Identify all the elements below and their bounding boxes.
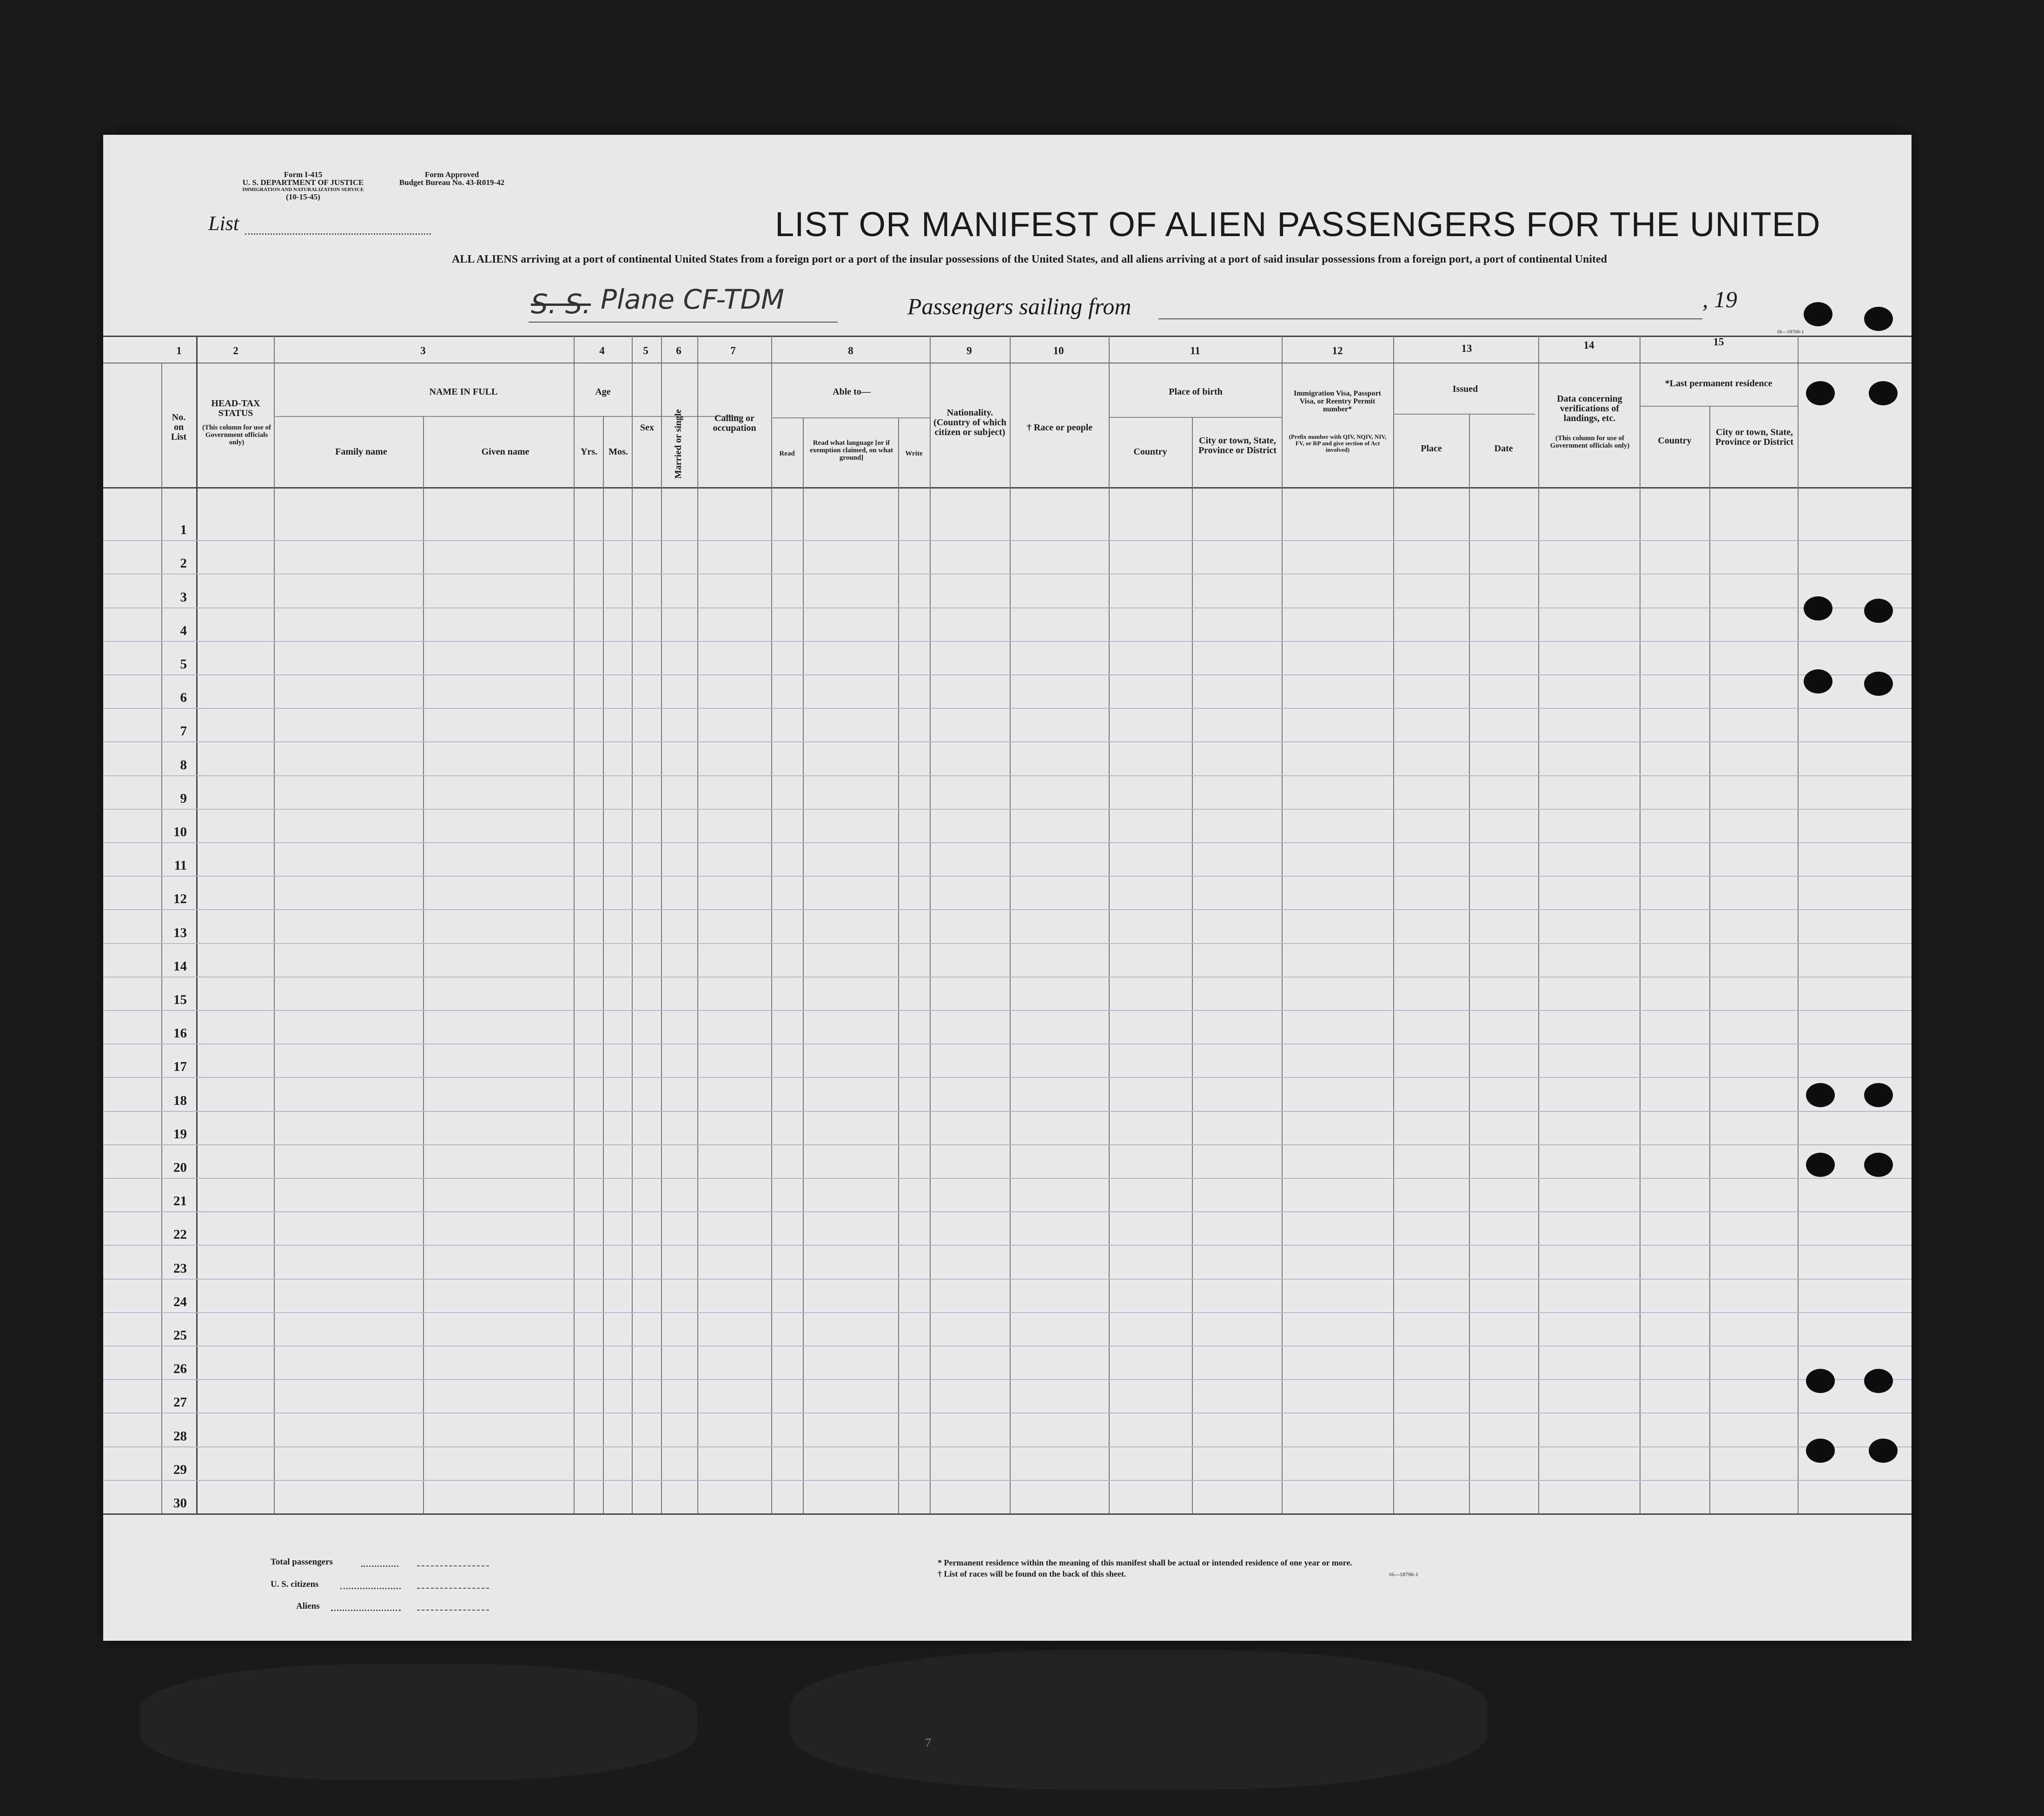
punch-hole	[1806, 1153, 1835, 1177]
ss-prefix: S. S.	[531, 288, 591, 320]
row-rule	[103, 842, 1912, 843]
scanner-background-shade	[790, 1650, 1488, 1790]
column-number: 8	[848, 345, 853, 357]
col-divider	[574, 336, 575, 1513]
res-sub-rule	[1640, 406, 1798, 407]
column-number: 1	[176, 345, 182, 357]
row-rule	[103, 1010, 1912, 1011]
form-budget: Budget Bureau No. 43-R019-42	[399, 178, 505, 187]
vessel-name-handwritten: Plane CF-TDM	[601, 284, 785, 315]
col-divider	[661, 336, 662, 1513]
col-divider	[898, 417, 899, 1513]
column-number: 6	[676, 345, 681, 357]
footer-code: 16—18706-1	[1389, 1571, 1418, 1578]
row-number: 25	[173, 1328, 187, 1343]
header-birth-city: City or town, State, Province or District	[1198, 436, 1277, 456]
header-nationality: Nationality. (Country of which citizen or subject)	[933, 408, 1006, 437]
row-rule	[103, 641, 1912, 642]
year-prefix: , 19	[1702, 286, 1737, 312]
total-passengers-label: Total passengers	[271, 1557, 333, 1567]
column-number: 9	[966, 345, 972, 357]
aliens-leader	[331, 1610, 401, 1611]
row-number: 16	[173, 1026, 187, 1041]
row-rule	[103, 741, 1912, 742]
row-rule	[103, 674, 1912, 675]
row-rule	[103, 1245, 1912, 1246]
header-data-note: (This column for use of Government officials only)	[1550, 435, 1630, 449]
row-number: 17	[173, 1059, 187, 1074]
row-number: 27	[173, 1395, 187, 1410]
row-number: 9	[180, 791, 187, 806]
row-rule	[103, 1211, 1912, 1212]
page-title: LIST OR MANIFEST OF ALIEN PASSENGERS FOR THE UNITED	[775, 205, 1821, 244]
punch-hole	[1806, 381, 1835, 405]
row-number: 2	[180, 556, 187, 571]
form-department: U. S. DEPARTMENT OF JUSTICE	[242, 178, 364, 187]
punch-hole	[1804, 669, 1832, 693]
list-number-line	[245, 233, 431, 235]
header-read: Read	[779, 450, 795, 457]
frame-mark: 7	[925, 1736, 931, 1750]
row-number: 19	[173, 1127, 187, 1142]
table-bottom-rule	[103, 1513, 1912, 1515]
row-rule	[103, 1144, 1912, 1145]
column-number: 10	[1053, 345, 1064, 357]
sailing-from-label: Passengers sailing from	[907, 293, 1131, 319]
us-citizens-leader	[340, 1588, 401, 1589]
issued-sub-rule	[1393, 414, 1535, 415]
footnote-races: † List of races will be found on the back of this sheet.	[938, 1569, 1126, 1578]
manifest-sheet	[103, 135, 1912, 1641]
row-number: 22	[173, 1227, 187, 1242]
header-read-what: Read what language [or if exemption claimed, on what ground]	[809, 439, 893, 462]
header-visa: Immigration Visa, Passport Visa, or Reentry Permit number*	[1294, 390, 1381, 413]
header-head-tax: HEAD-TAX STATUS	[211, 398, 260, 418]
us-citizens-line	[417, 1588, 489, 1589]
column-number: 5	[643, 345, 648, 357]
column-number: 15	[1713, 336, 1724, 348]
col-divider	[1709, 406, 1710, 1513]
row-rule	[103, 775, 1912, 776]
header-no-on-list: No. on List	[171, 412, 187, 442]
small-form-code: 16—18706-1	[1777, 329, 1804, 335]
header-res-country: Country	[1658, 436, 1692, 446]
row-rule	[103, 943, 1912, 944]
row-number: 18	[173, 1093, 187, 1108]
col-divider	[196, 336, 198, 1513]
row-number: 26	[173, 1361, 187, 1376]
header-issued-date: Date	[1494, 443, 1513, 454]
col-divider	[1010, 336, 1011, 1513]
row-number: 3	[180, 590, 187, 605]
row-rule	[103, 876, 1912, 877]
vessel-name-line	[529, 322, 838, 323]
header-name-in-full: NAME IN FULL	[429, 387, 498, 397]
header-family-name: Family name	[335, 447, 387, 457]
row-number: 5	[180, 657, 187, 672]
row-number: 29	[173, 1462, 187, 1477]
row-rule	[103, 1480, 1912, 1481]
header-last-residence: *Last permanent residence	[1665, 378, 1773, 389]
row-number: 23	[173, 1261, 187, 1276]
total-passengers-leader	[361, 1565, 398, 1567]
list-label: List	[208, 212, 239, 235]
able-sub-rule	[773, 417, 931, 418]
header-yrs: Yrs.	[580, 447, 598, 457]
scanner-background-shade	[139, 1664, 697, 1780]
aliens-label: Aliens	[296, 1601, 320, 1611]
punch-hole	[1806, 1083, 1835, 1107]
col-divider	[697, 336, 698, 1513]
row-number: 24	[173, 1294, 187, 1309]
header-head-tax-note: (This column for use of Government officials only)	[202, 424, 271, 446]
header-issued: Issued	[1452, 384, 1478, 394]
punch-hole	[1806, 1439, 1835, 1463]
punch-hole	[1864, 307, 1893, 331]
col-divider	[632, 336, 633, 1513]
row-rule	[103, 1111, 1912, 1112]
row-rule	[103, 1312, 1912, 1313]
header-place-of-birth: Place of birth	[1169, 387, 1223, 397]
col-divider	[603, 416, 604, 1513]
row-number: 7	[180, 724, 187, 739]
column-number: 13	[1461, 343, 1472, 354]
punch-hole	[1804, 596, 1832, 621]
punch-hole	[1806, 1369, 1835, 1393]
punch-hole	[1864, 599, 1893, 623]
header-sex: Sex	[640, 423, 654, 433]
row-number: 14	[173, 959, 187, 974]
row-number: 28	[173, 1429, 187, 1444]
name-sub-rule	[275, 416, 740, 417]
row-number: 10	[173, 825, 187, 839]
header-write: Write	[905, 450, 923, 457]
row-number: 8	[180, 758, 187, 773]
row-rule	[103, 540, 1912, 541]
punch-hole	[1804, 302, 1832, 326]
date-line	[1498, 318, 1702, 319]
punch-hole	[1864, 1369, 1893, 1393]
row-number: 30	[173, 1496, 187, 1511]
punch-hole	[1864, 1083, 1893, 1107]
header-able-to: Able to—	[833, 387, 871, 397]
col-divider	[1393, 336, 1394, 1513]
us-citizens-label: U. S. citizens	[271, 1579, 319, 1589]
row-number: 21	[173, 1194, 187, 1208]
footnote-permanent-residence: * Permanent residence within the meaning of this manifest shall be actual or intended residence of one year or more.	[938, 1558, 1352, 1567]
row-rule	[103, 809, 1912, 810]
punch-hole	[1869, 1439, 1898, 1463]
column-number: 14	[1583, 339, 1594, 351]
page-subtitle: ALL ALIENS arriving at a port of continental United States from a foreign port or a port of the insular possessions of the United States, and all aliens arriving at a port of said insular possessions from a foreign port, a port of continental United	[452, 253, 1607, 265]
row-rule	[103, 1077, 1912, 1078]
header-visa-note: (Prefix number with QIV, NQIV, NIV, FV, or RP and give section of Act involved)	[1289, 433, 1387, 453]
header-calling: Calling or occupation	[713, 413, 756, 433]
col-divider	[423, 416, 424, 1513]
header-issued-place: Place	[1421, 443, 1442, 454]
row-rule	[103, 1446, 1912, 1447]
column-number: 7	[730, 345, 736, 357]
header-married-or-single: Married or single	[673, 409, 683, 479]
row-number: 15	[173, 992, 187, 1007]
header-res-city: City or town, State, Province or District	[1715, 427, 1794, 447]
row-number: 1	[180, 522, 187, 537]
form-date-code: (10-15-45)	[286, 192, 320, 201]
col-divider	[930, 336, 931, 1513]
row-rule	[103, 708, 1912, 709]
column-number: 4	[599, 345, 605, 357]
col-divider	[771, 336, 772, 1513]
row-number: 20	[173, 1160, 187, 1175]
col-divider	[1109, 336, 1110, 1513]
header-birth-country: Country	[1133, 447, 1167, 457]
header-mos: Mos.	[609, 447, 628, 457]
row-number: 11	[174, 858, 187, 873]
col-divider	[1798, 336, 1799, 1513]
punch-hole	[1869, 381, 1898, 405]
row-rule	[103, 1379, 1912, 1380]
form-service: IMMIGRATION AND NATURALIZATION SERVICE	[242, 187, 364, 192]
row-number: 4	[180, 623, 187, 638]
column-number: 3	[420, 345, 426, 357]
row-number: 13	[173, 925, 187, 940]
form-number: Form I-415	[284, 170, 323, 179]
header-data-concerning: Data concerning verifications of landings, etc.	[1557, 394, 1622, 423]
column-number: 2	[233, 345, 238, 357]
row-number: 12	[173, 891, 187, 906]
total-passengers-line	[417, 1565, 489, 1566]
col-divider	[1538, 336, 1539, 1513]
row-rule	[103, 1043, 1912, 1044]
column-number: 11	[1190, 345, 1200, 357]
birth-sub-rule	[1110, 417, 1282, 418]
col-divider	[1282, 336, 1283, 1513]
row-number: 6	[180, 690, 187, 705]
punch-hole	[1864, 672, 1893, 696]
form-approved: Form Approved	[424, 170, 479, 179]
col-divider	[274, 336, 275, 1513]
header-race: † Race or people	[1026, 423, 1093, 433]
col-divider	[803, 417, 804, 1513]
aliens-line	[417, 1610, 489, 1611]
punch-hole	[1864, 1153, 1893, 1177]
row-rule	[103, 1346, 1912, 1347]
header-age: Age	[595, 387, 611, 397]
row-rule	[103, 1178, 1912, 1179]
col-divider	[1192, 417, 1193, 1513]
row-rule	[103, 574, 1912, 575]
row-rule	[103, 909, 1912, 910]
column-number: 12	[1332, 345, 1343, 357]
col-divider	[1469, 414, 1470, 1513]
header-given-name: Given name	[481, 447, 529, 457]
row-rule	[103, 1279, 1912, 1280]
